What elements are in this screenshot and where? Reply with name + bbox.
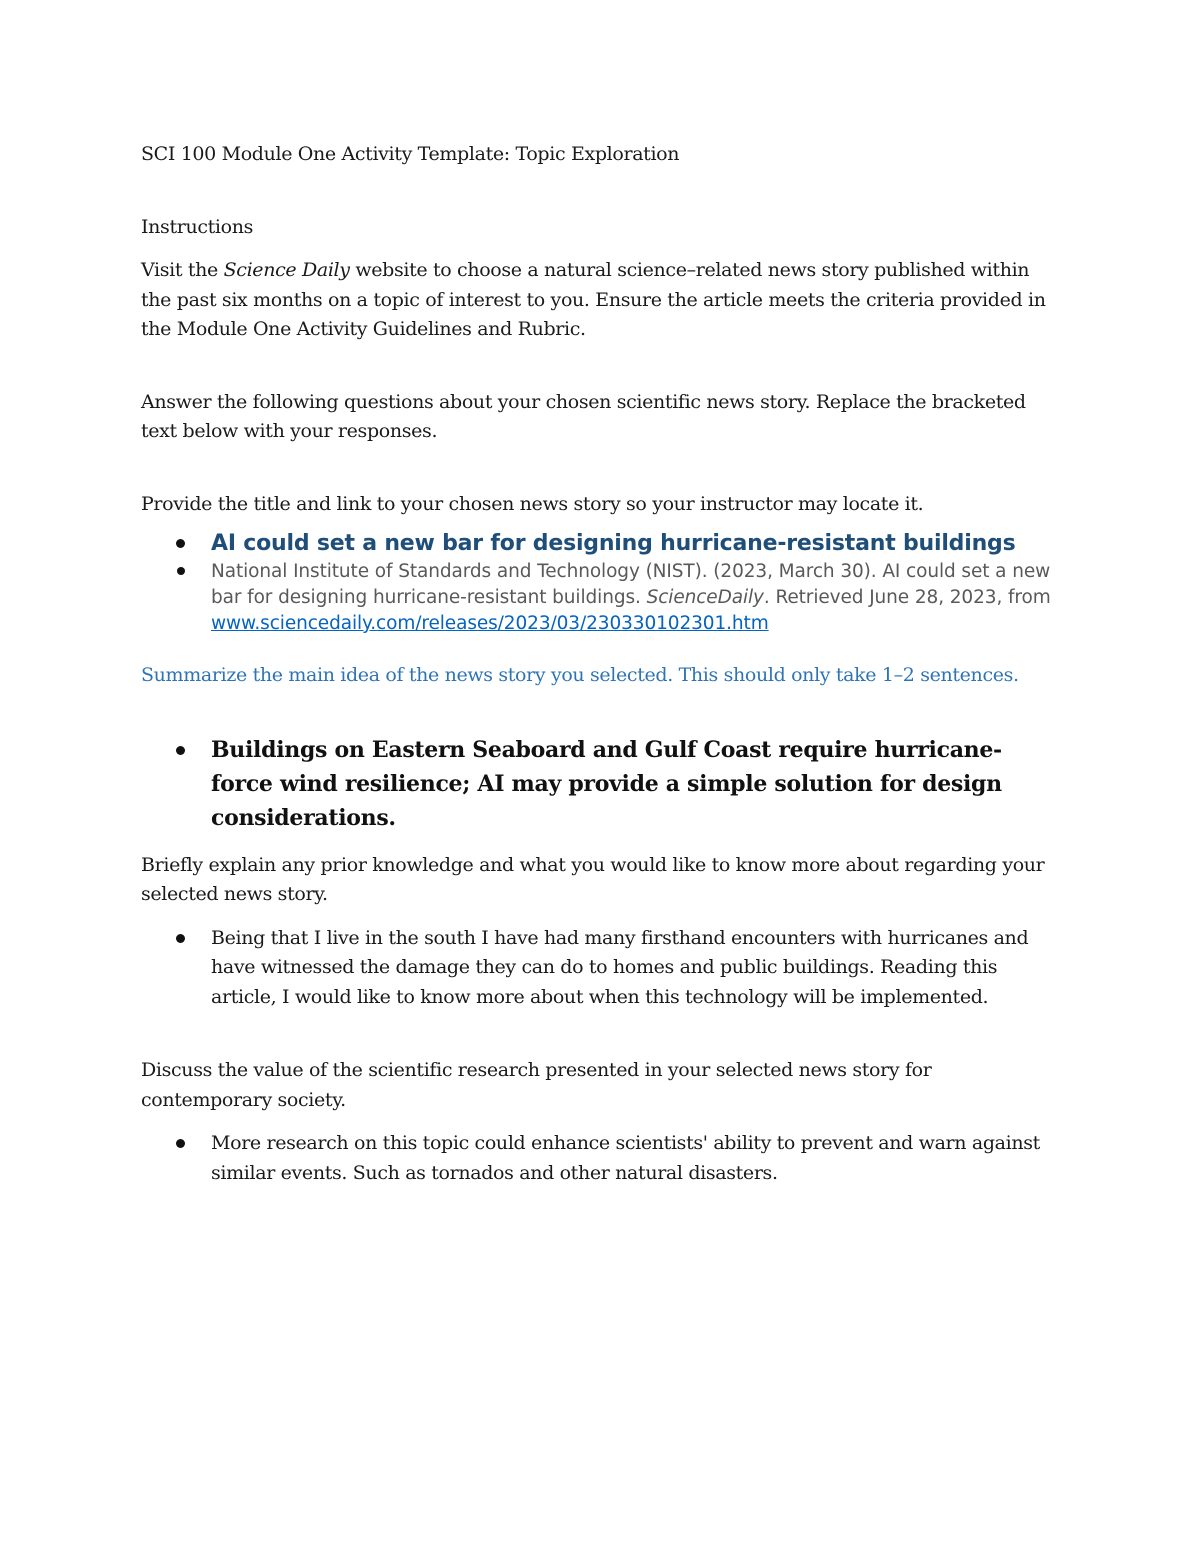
citation-text-before: National Institute of Standards and Technology (NIST). (2023, March 30). AI could set a new bar for designing hurricane-resistant buildings. [211,561,1051,608]
bullet-icon [176,934,185,943]
citation-link[interactable]: www.sciencedaily.com/releases/2023/03/230330102301.htm [211,613,769,634]
discuss-list [141,1129,1061,1188]
bullet-icon [176,1139,185,1148]
visit-text-after: website to choose a natural science–related news story published within the past six months on a topic of interest to you. Ensure the article meets the criteria provided in the Module One Activity Guidelines and Rubric. [141,259,1046,340]
brief-answer: Being that I live in the south I have had many firsthand encounters with hurricanes and have witnessed the damage they can do to homes and public buildings. Reading this article, I would like to know more about when this technology will be implemented. [211,926,1029,1008]
visit-paragraph [141,256,1061,345]
citation-text-after: . Retrieved June 28, 2023, from [763,587,1051,608]
story-list [141,529,1061,637]
provide-question: Provide the title and link to your chosen news story so your instructor may locate it. [141,492,924,515]
site-name: Science Daily [223,259,350,281]
story-title: AI could set a new bar for designing hurricane-resistant buildings [211,531,1016,556]
list-item [141,1129,1061,1188]
answer-instructions: Answer the following questions about your chosen scientific news story. Replace the bracketed text below with your responses. [141,390,1026,442]
visit-text-before: Visit the [141,259,224,281]
bullet-icon [176,746,185,755]
bullet-icon [177,567,185,575]
brief-question: Briefly explain any prior knowledge and what you would like to know more about regarding your selected news story. [141,853,1045,905]
discuss-answer: More research on this topic could enhance scientists' ability to prevent and warn against similar events. Such as tornados and other natural disasters. [211,1132,1040,1184]
document-title: SCI 100 Module One Activity Template: Topic Exploration [141,143,680,165]
list-item [141,733,1061,835]
document-page [141,140,1061,1188]
bullet-icon [176,539,185,548]
list-item [141,559,1061,637]
summary-answer: Buildings on Eastern Seaboard and Gulf Coast require hurricane-force wind resilience; AI may provide a simple solution for design considerations. [211,736,1002,831]
brief-list [141,924,1061,1013]
instructions-heading: Instructions [141,215,254,238]
discuss-question: Discuss the value of the scientific research presented in your selected news story for contemporary society. [141,1059,932,1111]
list-item [141,529,1061,559]
summarize-question: Summarize the main idea of the news story you selected. This should only take 1–2 sentences. [141,664,1019,686]
summary-list [141,733,1061,835]
list-item [141,924,1061,1013]
citation-source: ScienceDaily [646,587,764,608]
